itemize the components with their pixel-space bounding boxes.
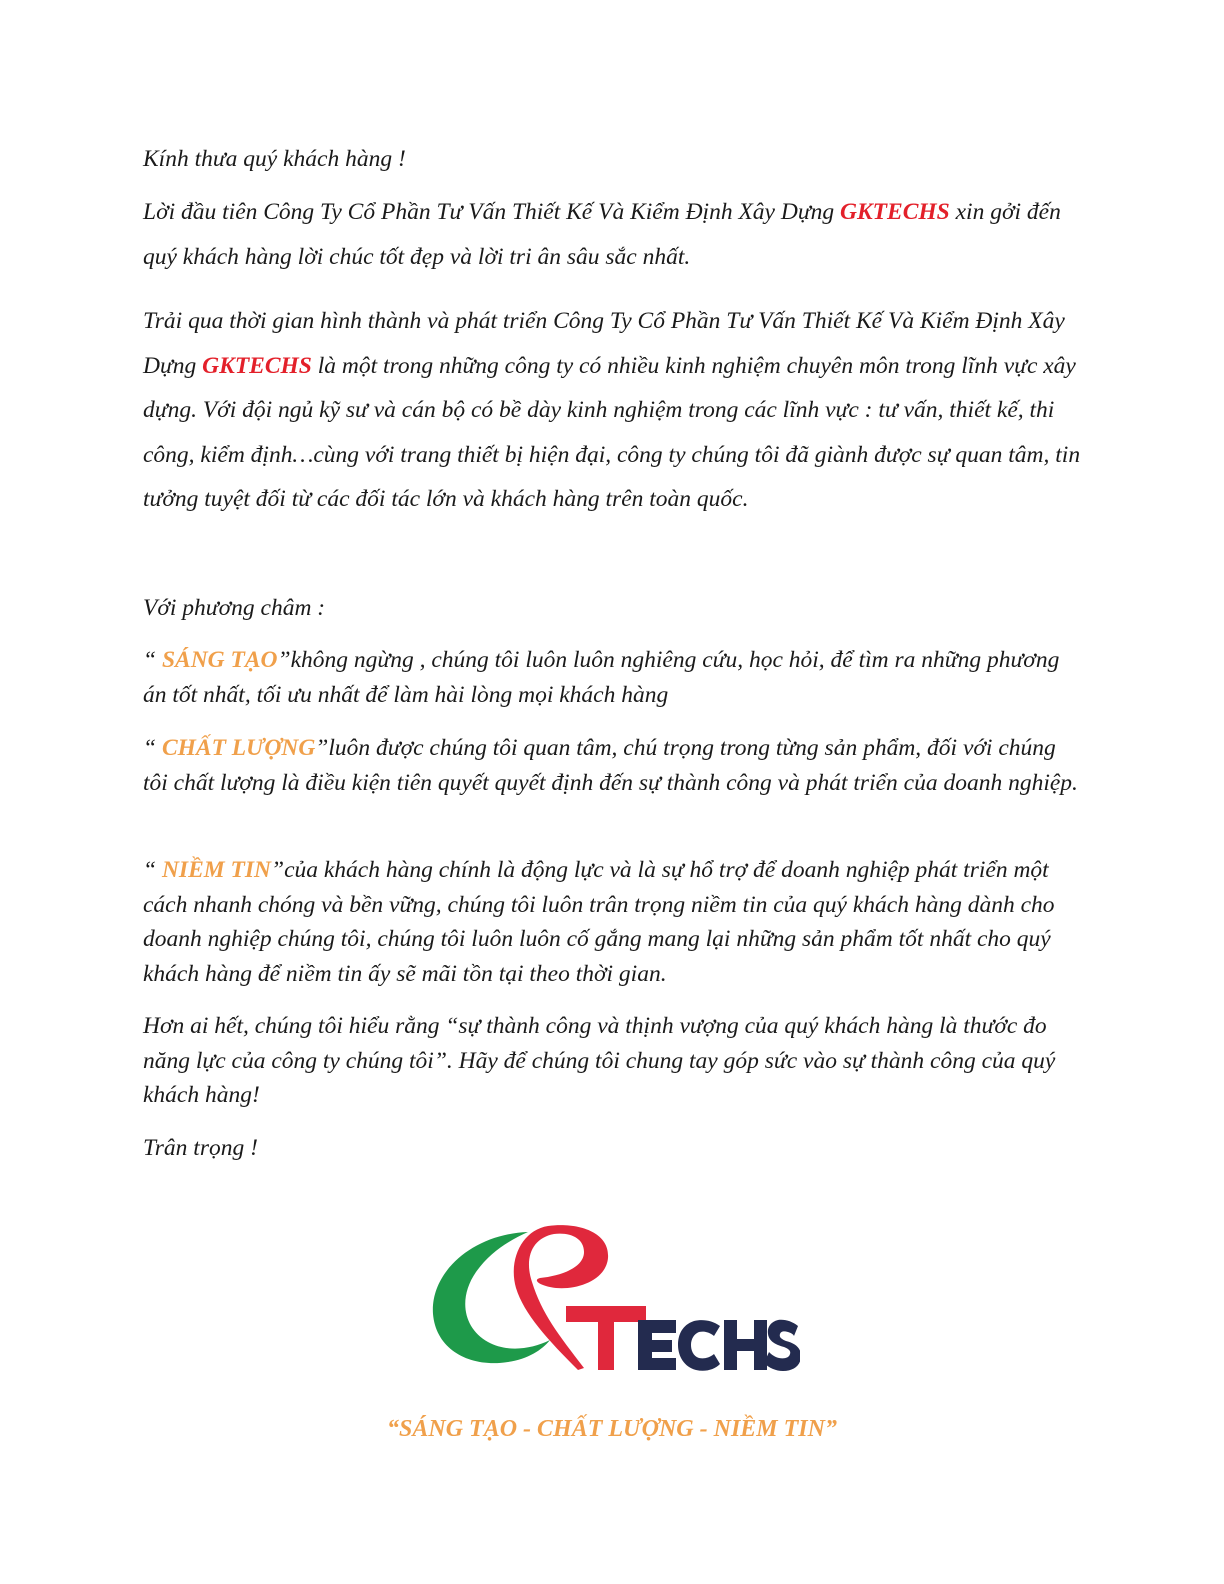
value-trust: “ NIỀM TIN”của khách hàng chính là động lực và là sự hổ trợ để doanh nghiệp phát triển một cách nhanh chóng và bền vững, chúng tôi luôn trân trọng niềm tin của quý khách hàng dành cho doanh nghiệp chúng tôi, chúng tôi luôn luôn cố gắng mang lại những sản phẩm tốt nhất cho quý khách hàng để niềm tin ấy sẽ mãi tồn tại theo thời gian. (143, 857, 1055, 987)
company-tagline: “SÁNG TẠO - CHẤT LƯỢNG - NIỀM TIN” (387, 1416, 837, 1442)
brand-name: GKTECHS (202, 352, 312, 379)
value-quality: “ CHẤT LƯỢNG”luôn được chúng tôi quan tâm, chú trọng trong từng sản phẩm, đối với chúng tôi chất lượng là điều kiện tiên quyết quyết định đến sự thành công và phát triển của doanh nghiệp. (143, 735, 1078, 796)
value-keyword: SÁNG TẠO (161, 647, 278, 673)
greeting: Kính thưa quý khách hàng ! (143, 146, 406, 172)
brand-name: GKTECHS (840, 199, 950, 225)
logo-wordmark (638, 1320, 800, 1371)
value-keyword: NIỀM TIN (161, 857, 271, 883)
value-creativity: “ SÁNG TẠO”không ngừng , chúng tôi luôn luôn nghiêng cứu, học hỏi, để tìm ra những phương án tốt nhất, tối ưu nhất để làm hài lòng mọi khách hàng (143, 647, 1060, 708)
closing-statement: Hơn ai hết, chúng tôi hiểu rằng “sự thành công và thịnh vượng của quý khách hàng là thước đo năng lực của công ty chúng tôi”. Hãy để chúng tôi chung tay góp sức vào sự thành công của quý khách hàng! (143, 1013, 1056, 1108)
logo-wordmark-text: TECHS (428, 1222, 432, 1223)
motto-intro: Với phương châm : (143, 595, 326, 621)
sign-off: Trân trọng ! (143, 1135, 258, 1161)
history-paragraph: Trải qua thời gian hình thành và phát triển Công Ty Cổ Phần Tư Vấn Thiết Kế Và Kiểm Định Xây Dựng GKTECHS là một trong những công ty có nhiều kinh nghiệm chuyên môn trong lĩnh vực xây dựng. Với đội ngủ kỹ sư và cán bộ có bề dày kinh nghiệm trong các lĩnh vực : tư vấn, thiết kế, thi công, kiểm định…cùng với trang thiết bị hiện đại, công ty chúng tôi đã giành được sự quan tâm, tin tưởng tuyệt đối từ các đối tác lớn và khách hàng trên toàn quốc. (143, 308, 1081, 512)
value-keyword: CHẤT LƯỢNG (161, 735, 316, 761)
intro-paragraph: Lời đầu tiên Công Ty Cổ Phần Tư Vấn Thiết Kế Và Kiểm Định Xây Dựng GKTECHS xin gởi đến quý khách hàng lời chúc tốt đẹp và lời tri ân sâu sắc nhất. (143, 199, 1061, 270)
gktechs-logo (428, 1222, 800, 1372)
